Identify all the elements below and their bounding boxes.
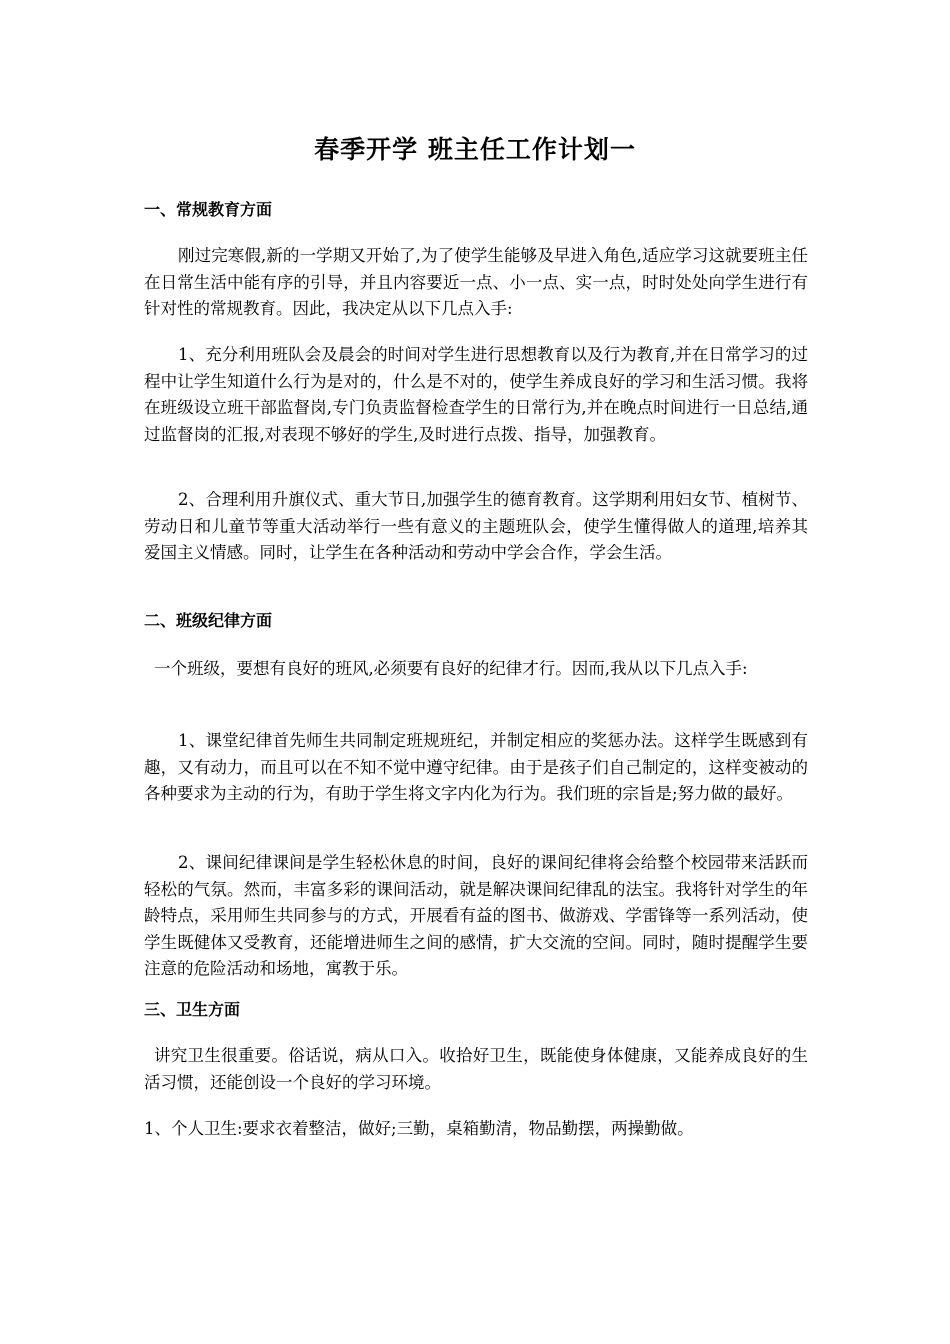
paragraph: 1、充分利用班队会及晨会的时间对学生进行思想教育以及行为教育,并在日常学习的过程中让学生知道什么行为是对的，什么是不对的，使学生养成良好的学习和生活习惯。我将在班级设立班干部监督岗,专门负责监督检查学生的日常行为,并在晚点时间进行一日总结,通过监督岗的汇报,对表现不够好的学生,及时进行点拨、指导，加强教育。	[144, 345, 808, 444]
paragraph: 1、课堂纪律首先师生共同制定班规班纪，并制定相应的奖惩办法。这样学生既感到有趣，又有动力，而且可以在不知不觉中遵守纪律。由于是孩子们自己制定的，这样变被动的各种要求为主动的行为，有助于学生将文字内化为行为。我们班的宗旨是;努力做的最好。	[144, 731, 808, 803]
paragraph: 一个班级，要想有良好的班风,必须要有良好的纪律才行。因而,我从以下几点入手:	[154, 659, 748, 678]
paragraph: 2、课间纪律课间是学生轻松休息的时间，良好的课间纪律将会给整个校园带来活跃而轻松的气氛。然而，丰富多彩的课间活动，就是解决课间纪律乱的法宝。我将针对学生的年龄特点，采用师生共同参与的方式，开展看有益的图书、做游戏、学雷锋等一系列活动，使学生既健体又受教育，还能增进师生之间的感情，扩大交流的空间。同时，随时提醒学生要注意的危险活动和场地，寓教于乐。	[144, 853, 808, 978]
paragraph: 2、合理利用升旗仪式、重大节日,加强学生的德育教育。这学期利用妇女节、植树节、劳动日和儿童节等重大活动举行一些有意义的主题班队会，使学生懂得做人的道理,培养其爱国主义情感。同时，让学生在各种活动和劳动中学会合作，学会生活。	[144, 490, 808, 562]
section-heading-1: 一、常规教育方面	[144, 200, 273, 219]
section-heading-3: 三、卫生方面	[144, 1000, 241, 1019]
paragraph: 讲究卫生很重要。俗话说，病从口入。收拾好卫生，既能使身体健康，又能养成良好的生活习惯，还能创设一个良好的学习环境。	[144, 1046, 808, 1092]
paragraph: 刚过完寒假,新的一学期又开始了,为了使学生能够及早进入角色,适应学习这就要班主任在日常生活中能有序的引导，并且内容要近一点、小一点、实一点，时时处处向学生进行有针对性的常规教育。因此，我决定从以下几点入手:	[144, 246, 808, 318]
document-title: 春季开学 班主任工作计划一	[314, 135, 636, 164]
paragraph: 1、个人卫生:要求衣着整洁，做好;三勤，桌箱勤清，物品勤摆，两操勤做。	[144, 1119, 694, 1138]
section-heading-2: 二、班级纪律方面	[144, 611, 273, 630]
